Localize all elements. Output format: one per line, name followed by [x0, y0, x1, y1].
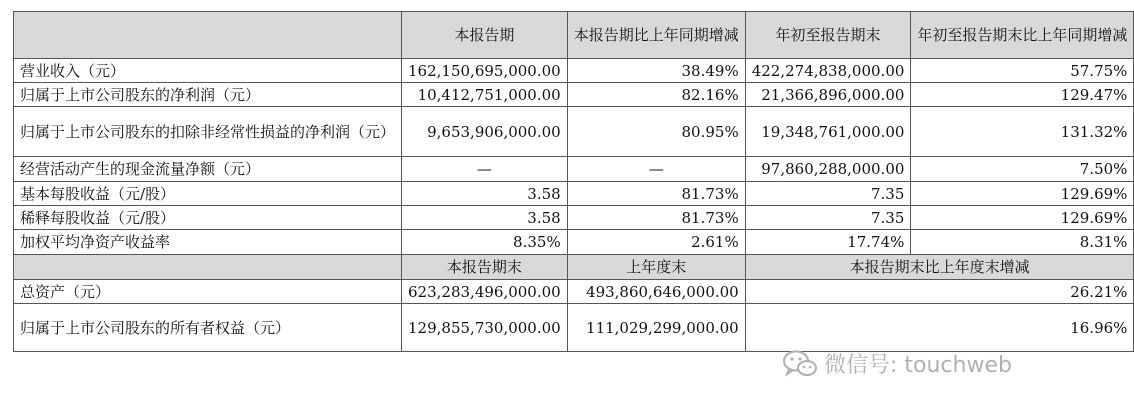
cell-ytd-yoy: 57.75% — [911, 59, 1134, 83]
cell-period-end: 129,855,730,000.00 — [402, 304, 568, 352]
row-label: 归属于上市公司股东的扣除非经常性损益的净利润（元） — [14, 107, 402, 157]
cell-ytd: 19,348,761,000.00 — [745, 107, 911, 157]
cell-ytd-yoy: 129.69% — [911, 182, 1134, 206]
table-row — [14, 304, 1134, 352]
cell-ytd: 7.35 — [745, 206, 911, 230]
table-row — [14, 280, 1134, 304]
table-row — [14, 83, 1134, 107]
cell-ytd: 422,274,838,000.00 — [745, 59, 911, 83]
cell-ytd-yoy: 131.32% — [911, 107, 1134, 157]
cell-current-yoy: — — [567, 157, 745, 182]
cell-period-end: 623,283,496,000.00 — [402, 280, 568, 304]
row-label: 营业收入（元） — [14, 59, 402, 83]
cell-ytd-yoy: 129.69% — [911, 206, 1134, 230]
row-label: 归属于上市公司股东的净利润（元） — [14, 83, 402, 107]
cell-current-yoy: 81.73% — [567, 206, 745, 230]
table-row — [14, 230, 1134, 255]
header-ytd: 年初至报告期末 — [745, 12, 911, 59]
cell-current: 8.35% — [402, 230, 568, 255]
header-ytd-yoy: 年初至报告期末比上年同期增减 — [911, 12, 1134, 59]
cell-current-yoy: 82.16% — [567, 83, 745, 107]
cell-ytd: 7.35 — [745, 182, 911, 206]
header-blank — [14, 12, 402, 59]
table-row — [14, 107, 1134, 157]
cell-current-yoy: 81.73% — [567, 182, 745, 206]
header2-change: 本报告期末比上年度末增减 — [745, 255, 1134, 280]
watermark — [782, 348, 1012, 379]
cell-ytd: 17.74% — [745, 230, 911, 255]
header2-period-end: 本报告期末 — [402, 255, 568, 280]
cell-current-yoy: 2.61% — [567, 230, 745, 255]
cell-current: 10,412,751,000.00 — [402, 83, 568, 107]
cell-current-yoy: 80.95% — [567, 107, 745, 157]
cell-last-year-end: 111,029,299,000.00 — [567, 304, 745, 352]
header-current-yoy: 本报告期比上年同期增减 — [567, 12, 745, 59]
cell-current: 9,653,906,000.00 — [402, 107, 568, 157]
row-label: 稀释每股收益（元/股） — [14, 206, 402, 230]
cell-current: 3.58 — [402, 206, 568, 230]
row-label: 归属于上市公司股东的所有者权益（元） — [14, 304, 402, 352]
cell-change: 26.21% — [745, 280, 1134, 304]
cell-last-year-end: 493,860,646,000.00 — [567, 280, 745, 304]
row-label: 经营活动产生的现金流量净额（元） — [14, 157, 402, 182]
cell-ytd: 97,860,288,000.00 — [745, 157, 911, 182]
table-row — [14, 182, 1134, 206]
wechat-icon — [782, 349, 818, 379]
row-label: 基本每股收益（元/股） — [14, 182, 402, 206]
row-label: 加权平均净资产收益率 — [14, 230, 402, 255]
cell-current: 162,150,695,000.00 — [402, 59, 568, 83]
header2-last-year-end: 上年度末 — [567, 255, 745, 280]
table-row — [14, 206, 1134, 230]
cell-current: 3.58 — [402, 182, 568, 206]
cell-current: — — [402, 157, 568, 182]
header2-blank — [14, 255, 402, 280]
cell-ytd-yoy: 129.47% — [911, 83, 1134, 107]
table-row — [14, 59, 1134, 83]
cell-ytd: 21,366,896,000.00 — [745, 83, 911, 107]
watermark-text: 微信号: touchweb — [824, 353, 1012, 378]
row-label: 总资产（元） — [14, 280, 402, 304]
cell-change: 16.96% — [745, 304, 1134, 352]
cell-ytd-yoy: 7.50% — [911, 157, 1134, 182]
financial-table — [13, 11, 1134, 352]
cell-current-yoy: 38.49% — [567, 59, 745, 83]
cell-ytd-yoy: 8.31% — [911, 230, 1134, 255]
table-row — [14, 157, 1134, 182]
header-current-period: 本报告期 — [402, 12, 568, 59]
